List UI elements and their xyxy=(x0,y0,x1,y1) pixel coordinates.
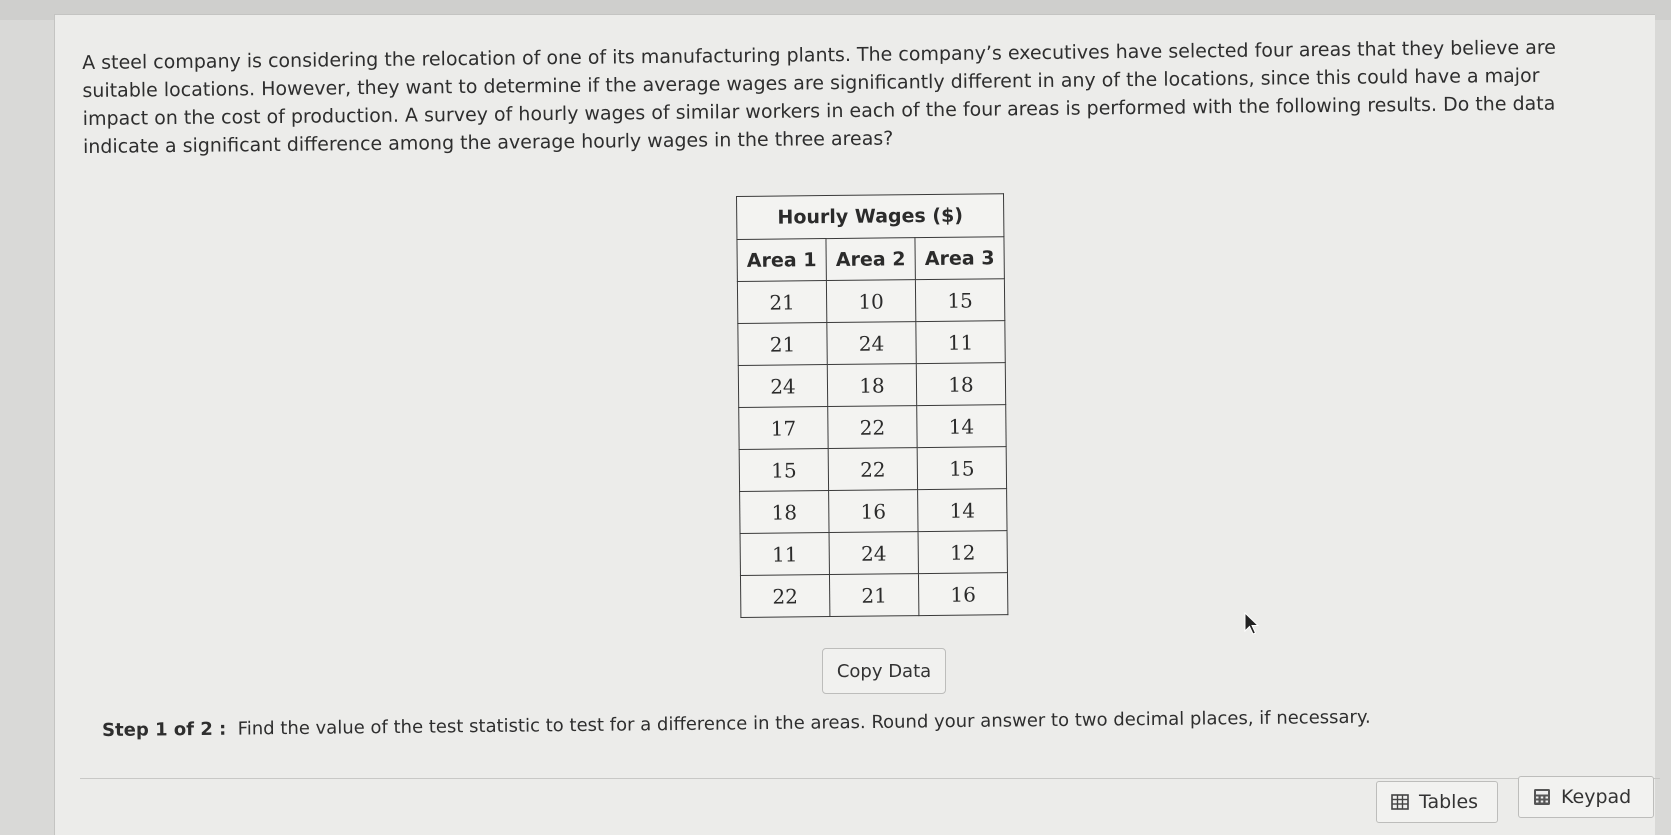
table-cell: 12 xyxy=(918,531,1007,574)
table-row xyxy=(740,489,1007,534)
table-row xyxy=(738,363,1005,408)
table-cell: 14 xyxy=(917,405,1006,448)
table-cell: 15 xyxy=(739,449,828,492)
table-row xyxy=(738,321,1005,366)
table-cell: 21 xyxy=(737,281,826,324)
copy-data-button[interactable]: Copy Data xyxy=(822,648,946,694)
table-row xyxy=(739,405,1006,450)
table-cell: 22 xyxy=(828,406,917,449)
table-cell: 16 xyxy=(918,573,1007,616)
table-row xyxy=(740,531,1007,576)
table-cell: 21 xyxy=(738,323,827,366)
table-cell: 24 xyxy=(829,532,918,575)
table-row xyxy=(739,447,1006,492)
footer-divider xyxy=(80,778,1660,779)
table-cell: 22 xyxy=(740,575,829,618)
table-cell: 15 xyxy=(917,447,1006,490)
column-header-area-3: Area 3 xyxy=(915,237,1004,280)
column-header-area-1: Area 1 xyxy=(737,239,826,282)
table-cell: 10 xyxy=(826,280,915,323)
question-text: A steel company is considering the relocation of one of its manufacturing plants. The company’s executives have selected four areas that they believe are suitable locations. However, they want to determine if the average wages are significantly different in any of the locations, since this could have a major impact on the cost of production. A survey of hourly wages of similar workers in each of the four areas is performed with the following results. Do the data indicate a significant difference among the average hourly wages in the three areas? xyxy=(82,36,1556,158)
table-cell: 11 xyxy=(916,321,1005,364)
table-cell: 18 xyxy=(740,491,829,534)
calculator-icon xyxy=(1533,788,1551,806)
table-row xyxy=(737,279,1004,324)
step-text: Find the value of the test statistic to test for a difference in the areas. Round your answer to two decimal places, if necessary. xyxy=(237,706,1371,740)
tables-button[interactable] xyxy=(1376,781,1498,823)
table-title: Hourly Wages ($) xyxy=(737,194,1004,240)
keypad-label: Keypad xyxy=(1561,786,1632,808)
keypad-button[interactable] xyxy=(1518,776,1654,818)
table-cell: 24 xyxy=(827,322,916,365)
mouse-pointer-icon xyxy=(1244,612,1260,640)
step-label: Step 1 of 2 : xyxy=(102,718,227,741)
tables-label: Tables xyxy=(1419,791,1479,813)
table-cell: 18 xyxy=(827,364,916,407)
table-row xyxy=(740,573,1007,618)
table-cell: 15 xyxy=(915,279,1004,322)
table-cell: 24 xyxy=(738,365,827,408)
table-cell: 21 xyxy=(829,574,918,617)
hourly-wages-table xyxy=(736,193,1008,618)
table-cell: 14 xyxy=(918,489,1007,532)
table-cell: 18 xyxy=(916,363,1005,406)
column-header-area-2: Area 2 xyxy=(826,238,915,281)
table-cell: 17 xyxy=(739,407,828,450)
table-grid-icon xyxy=(1391,794,1409,810)
table-cell: 11 xyxy=(740,533,829,576)
table-cell: 22 xyxy=(828,448,917,491)
table-cell: 16 xyxy=(829,490,918,533)
